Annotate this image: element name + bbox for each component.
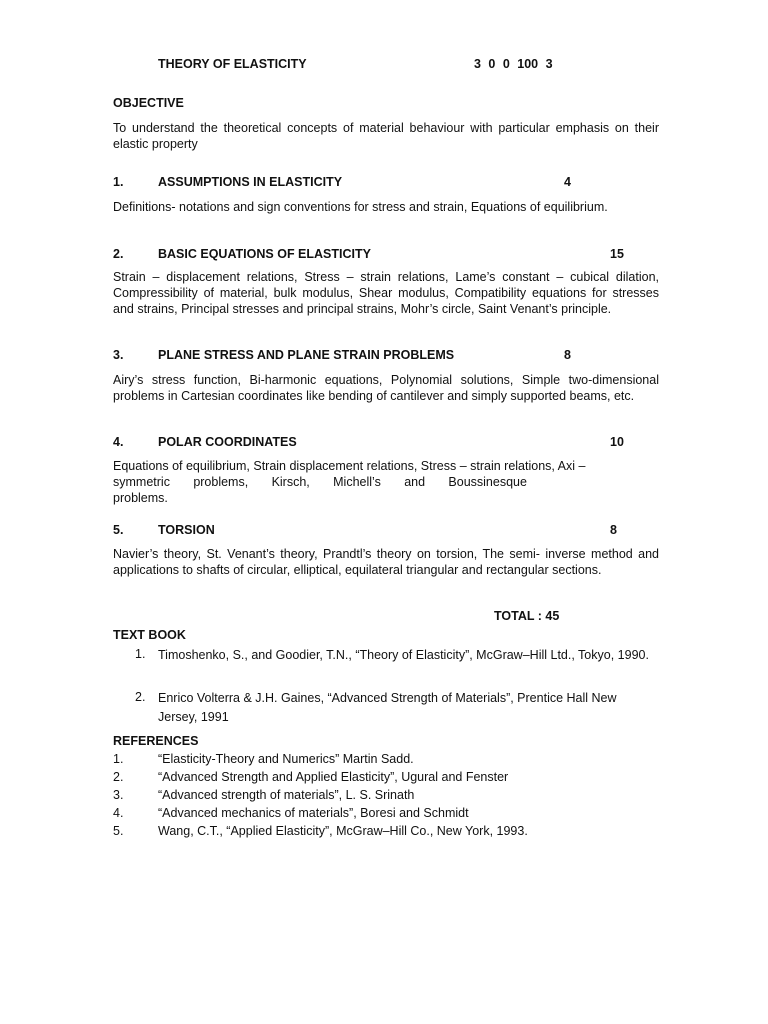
unit-3-text: Airy’s stress function, Bi-harmonic equations, Polynomial solutions, Simple two-dimensional problems in Cartesian coordinates like bending of cantilever and simply supported beams, etc. [113, 373, 659, 403]
unit-hours: 4 [564, 175, 571, 189]
course-credits: 3 0 0 100 3 [474, 57, 553, 71]
word: Boussinesque [448, 475, 527, 489]
item-number: 1. [113, 752, 124, 766]
word: Michell’s [333, 475, 381, 489]
item-number: 1. [135, 647, 146, 661]
unit-number: 4. [113, 435, 124, 449]
total-hours: TOTAL : 45 [494, 609, 560, 623]
unit-title: ASSUMPTIONS IN ELASTICITY [158, 175, 343, 189]
word: and [404, 475, 426, 489]
item-text: “Advanced Strength and Applied Elasticity”, Ugural and Fenster [158, 770, 509, 784]
unit-number: 1. [113, 175, 124, 189]
objective-heading: OBJECTIVE [113, 96, 184, 110]
unit-4-text-line: problems. [113, 491, 168, 505]
unit-title: TORSION [158, 523, 215, 537]
unit-title: PLANE STRESS AND PLANE STRAIN PROBLEMS [158, 348, 455, 362]
textbook-heading: TEXT BOOK [113, 628, 186, 642]
unit-4-text-line [113, 474, 527, 490]
unit-title: POLAR COORDINATES [158, 435, 297, 449]
item-text: Timoshenko, S., and Goodier, T.N., “Theory of Elasticity”, McGraw–Hill Ltd., Tokyo, 1990. [158, 648, 649, 662]
item-number: 3. [113, 788, 124, 802]
word: symmetric [113, 475, 170, 489]
item-text: “Advanced mechanics of materials”, Boresi and Schmidt [158, 806, 469, 820]
unit-title: BASIC EQUATIONS OF ELASTICITY [158, 247, 371, 261]
references-heading: REFERENCES [113, 734, 199, 748]
text-line: Equations of equilibrium, Strain displacement relations, Stress – strain relations, Axi – [113, 459, 586, 473]
word: problems, [193, 475, 249, 489]
unit-hours: 10 [610, 435, 624, 449]
unit-4-text-line [113, 458, 659, 474]
course-title: THEORY OF ELASTICITY [158, 57, 307, 71]
unit-number: 3. [113, 348, 124, 362]
unit-5-text: Navier’s theory, St. Venant’s theory, Prandtl’s theory on torsion, The semi- inverse method and applications to shafts of circular, elliptical, equilateral triangular and rectangular sections. [113, 547, 659, 577]
item-text: “Elasticity-Theory and Numerics” Martin Sadd. [158, 752, 414, 766]
unit-2-text: Strain – displacement relations, Stress – strain relations, Lame’s constant – cubical dilation, Compressibility of material, bulk modulus, Shear modulus, Compatibility equations for stresses and strains, Principal stresses and principal strains, Mohr’s circle, Saint Venant’s principle. [113, 270, 659, 316]
unit-number: 2. [113, 247, 124, 261]
unit-hours: 8 [564, 348, 571, 362]
unit-1-text: Definitions- notations and sign conventions for stress and strain, Equations of equilibrium. [113, 200, 608, 214]
item-text: Wang, C.T., “Applied Elasticity”, McGraw–Hill Co., New York, 1993. [158, 824, 528, 838]
item-number: 2. [135, 690, 146, 704]
unit-number: 5. [113, 523, 124, 537]
item-number: 5. [113, 824, 124, 838]
item-text: Enrico Volterra & J.H. Gaines, “Advanced Strength of Materials”, Prentice Hall New Jersey, 1991 [158, 691, 617, 724]
unit-hours: 15 [610, 247, 624, 261]
objective-text: To understand the theoretical concepts of material behaviour with particular emphasis on their elastic property [113, 121, 659, 151]
word: Kirsch, [271, 475, 310, 489]
unit-hours: 8 [610, 523, 617, 537]
item-number: 4. [113, 806, 124, 820]
item-number: 2. [113, 770, 124, 784]
unit-4-text [113, 458, 659, 506]
item-text: “Advanced strength of materials”, L. S. Srinath [158, 788, 415, 802]
